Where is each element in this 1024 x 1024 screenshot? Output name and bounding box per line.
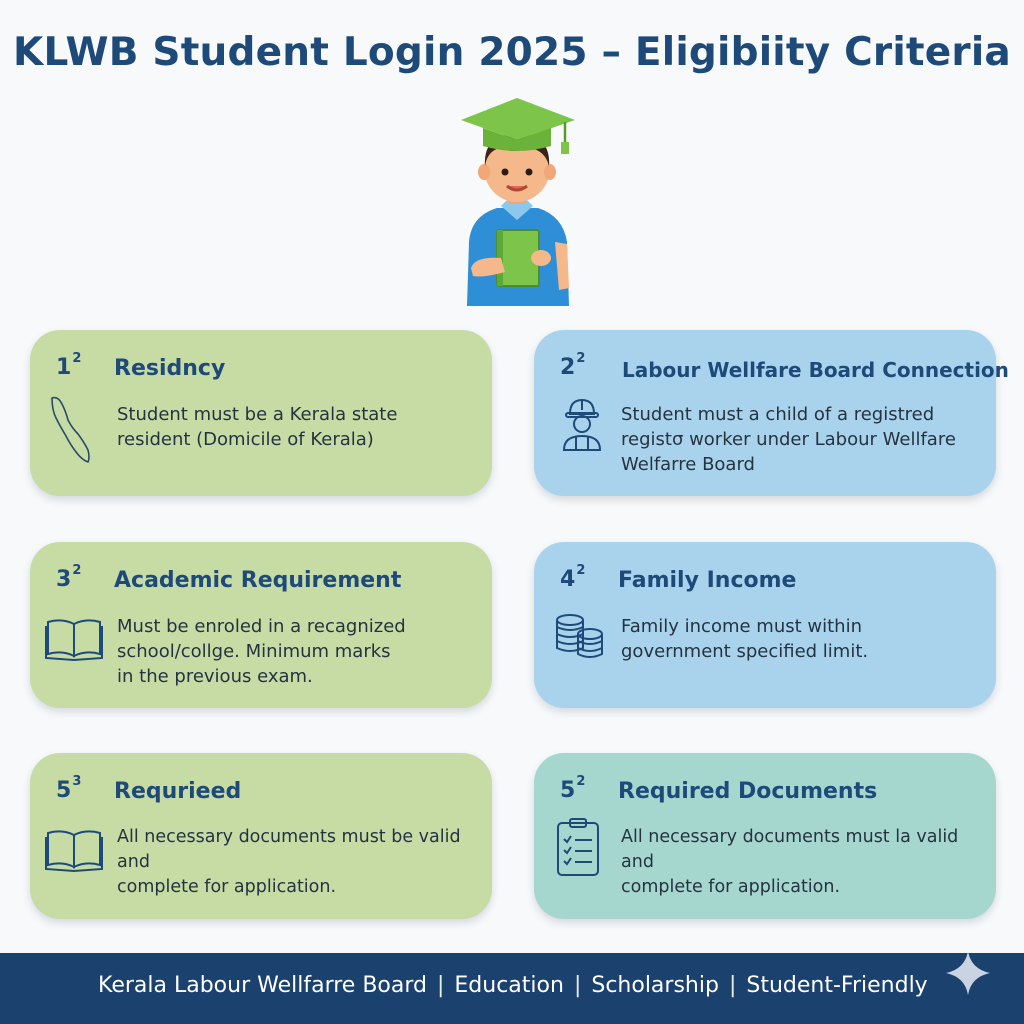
card-number: $5^3$	[56, 774, 82, 803]
criteria-card-income	[534, 542, 996, 708]
card-heading: Labour Wellfare Board Connection	[622, 358, 1009, 382]
footer-separator: |	[573, 973, 582, 998]
criteria-card-residency	[30, 330, 492, 496]
card-description: Must be enroled in a recagnized school/collge. Minimum marks in the previous exam.	[117, 616, 406, 687]
footer-tags	[98, 973, 928, 998]
card-description: Family income must within government specified limit.	[621, 616, 869, 662]
card-number: $1^2$	[56, 351, 82, 380]
card-description: Student must a child of a registred registσ worker under Labour Wellfare Welfarre Board	[621, 404, 956, 475]
open-book-icon	[44, 602, 106, 676]
card-number: $3^2$	[56, 563, 82, 592]
footer-item: Education	[454, 973, 564, 998]
card-description: All necessary documents must be valid and complete for application.	[117, 827, 461, 897]
criteria-card-required	[30, 753, 492, 919]
worker-icon	[548, 390, 610, 464]
footer-item: Student-Friendly	[746, 973, 928, 998]
footer-item: Scholarship	[591, 973, 719, 998]
open-book-icon	[44, 813, 106, 887]
footer-separator: |	[436, 973, 445, 998]
footer-bar	[0, 953, 1024, 1024]
card-heading: Academic Requirement	[114, 568, 402, 593]
criteria-card-documents	[534, 753, 996, 919]
footer-separator: |	[728, 973, 737, 998]
card-description: Student must be a Kerala state resident (Domicile of Kerala)	[117, 404, 398, 450]
card-number: $4^2$	[560, 563, 586, 592]
card-number: $5^2$	[560, 774, 586, 803]
criteria-card-labour-board	[534, 330, 1009, 496]
criteria-card-academic	[30, 542, 492, 708]
kerala-map-icon	[44, 390, 106, 464]
card-heading: Family Income	[618, 568, 797, 593]
student-graduate-illustration	[455, 92, 580, 312]
clipboard-checklist-icon	[548, 813, 610, 887]
card-description: All necessary documents must la valid and complete for application.	[621, 827, 959, 897]
coins-icon	[548, 602, 610, 676]
card-heading: Required Documents	[618, 779, 878, 804]
sparkle-icon	[942, 947, 994, 999]
footer-item: Kerala Labour Wellfarre Board	[98, 973, 427, 998]
page-title: KLWB Student Login 2025 – Eligibiity Criteria	[13, 30, 1011, 75]
card-number: $2^2$	[560, 351, 586, 380]
card-heading: Requrieed	[114, 779, 242, 804]
card-heading: Residncy	[114, 356, 226, 381]
